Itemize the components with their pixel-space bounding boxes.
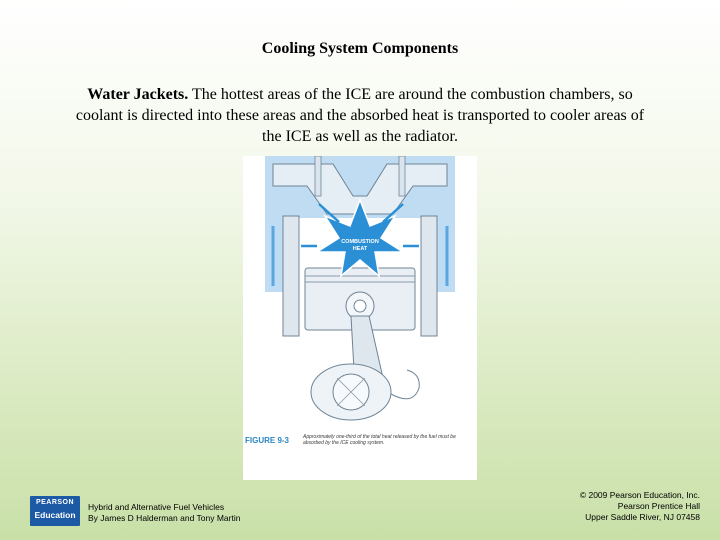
footer-book-title: Hybrid and Alternative Fuel Vehicles bbox=[88, 502, 225, 512]
footer-book-info bbox=[88, 502, 348, 524]
figure-caption bbox=[243, 434, 477, 478]
crankcase-outline bbox=[391, 370, 419, 399]
footer-authors: By James D Halderman and Tony Martin bbox=[88, 513, 241, 523]
footer-copyright bbox=[440, 490, 700, 523]
body-heading: Water Jackets. bbox=[87, 86, 189, 103]
right-cylinder-wall bbox=[421, 216, 437, 336]
logo-top-text: PEARSON bbox=[35, 499, 75, 506]
exhaust-valve bbox=[399, 156, 405, 196]
figure-caption-text: Approximately one-third of the total heat released by the fuel must be absorbed by the ICE cooling system. bbox=[303, 434, 456, 446]
body-paragraph bbox=[70, 84, 650, 147]
intake-valve bbox=[315, 156, 321, 196]
figure-number: FIGURE 9-3 bbox=[245, 436, 290, 445]
pearson-education-logo bbox=[30, 496, 80, 526]
star-label-line1: COMBUSTION bbox=[341, 239, 379, 245]
footer-publisher: Pearson Prentice Hall bbox=[617, 501, 700, 511]
logo-bottom-text: Education bbox=[34, 510, 76, 520]
star-label-line2: HEAT bbox=[352, 246, 368, 252]
body-text: The hottest areas of the ICE are around the combustion chambers, so coolant is directed into these areas and the absorbed heat is transported to cooler areas of the ICE as well as the radiator. bbox=[75, 86, 645, 145]
engine-cross-section-illustration bbox=[243, 156, 477, 434]
footer-copyright-line: © 2009 Pearson Education, Inc. bbox=[579, 490, 700, 500]
left-cylinder-wall bbox=[283, 216, 299, 336]
slide-title: Cooling System Components bbox=[261, 40, 459, 57]
footer-address: Upper Saddle River, NJ 07458 bbox=[585, 512, 700, 522]
engine-cooling-figure bbox=[243, 156, 477, 480]
